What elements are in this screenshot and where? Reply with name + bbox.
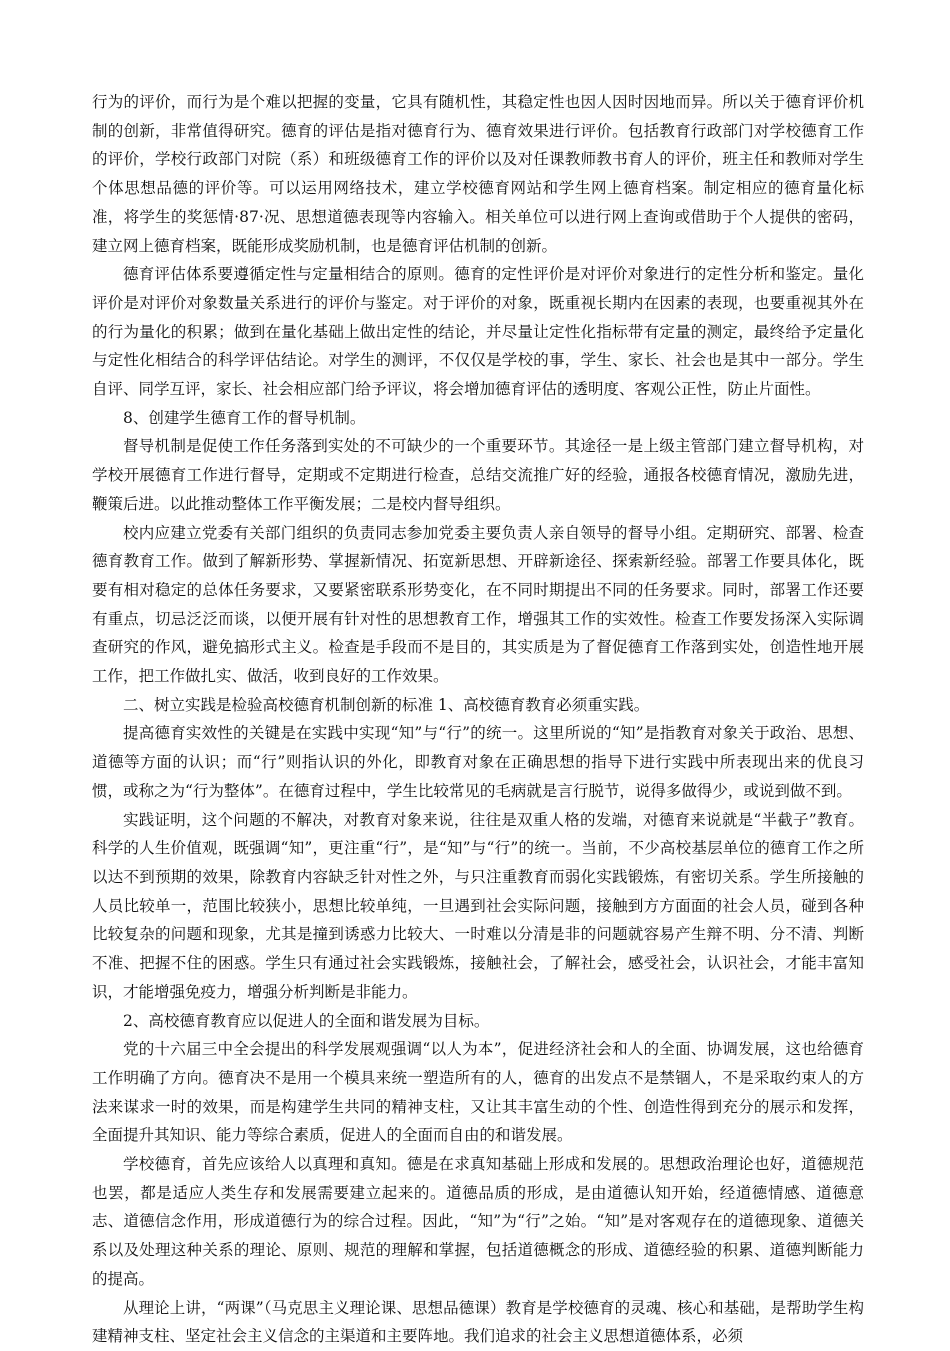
section-heading: 二、树立实践是检验高校德育机制创新的标准 1、高校德育教育必须重实践。 (123, 695, 650, 714)
body-paragraph: 从理论上讲，“两课”（马克思主义理论课、思想品德课）教育是学校德育的灵魂、核心和基础，是帮助学生构建精神支柱、坚定社会主义信念的主渠道和主要阵地。我们追求的社会主义思想道德体系，必须 (92, 1298, 864, 1346)
body-paragraph: 学校德育，首先应该给人以真理和真知。德是在求真知基础上形成和发展的。思想政治理论也好，道德规范也罢，都是适应人类生存和发展需要建立起来的。道德品质的形成，是由道德认知开始，经道德情感、道德意志、道德信念作用，形成道德行为的综合过程。因此，“知”为“行”之始。“知”是对客观存在的道德现象、道德关系以及处理这种关系的理论、原则、规范的理解和掌握，包括道德概念的形成、道德经验的积累、道德判断能力的提高。 (92, 1155, 864, 1288)
section-heading: 8、创建学生德育工作的督导机制。 (123, 408, 366, 427)
body-paragraph: 实践证明，这个问题的不解决，对教育对象来说，往往是双重人格的发端，对德育来说就是“半截子”教育。科学的人生价值观，既强调“知”，更注重“行”，是“知”与“行”的统一。当前，不少高校基层单位的德育工作之所以达不到预期的效果，除教育内容缺乏针对性之外，与只注重教育而弱化实践锻炼，有密切关系。学生所接触的人员比较单一，范围比较狭小，思想比较单纯，一旦遇到社会实际问题，接触到方方面面的社会人员，碰到各种比较复杂的问题和现象，尤其是撞到诱惑力比较大、一时难以分清是非的问题就容易产生辩不明、分不清、判断不准、把握不住的困惑。学生只有通过社会实践锻炼，接触社会，了解社会，感受社会，认识社会，才能丰富知识，才能增强免疫力，增强分析判断是非能力。 (92, 810, 864, 1001)
body-paragraph: 德育评估体系要遵循定性与定量相结合的原则。德育的定性评价是对评价对象进行的定性分析和鉴定。量化评价是对评价对象数量关系进行的评价与鉴定。对于评价的对象，既重视长期内在因素的表现，也要重视其外在的行为量化的积累；做到在量化基础上做出定性的结论，并尽量让定性化指标带有定量的测定，最终给予定量化与定性化相结合的科学评估结论。对学生的测评，不仅仅是学校的事，学生、家长、社会也是其中一部分。学生自评、同学互评，家长、社会相应部门给予评议，将会增加德育评估的透明度、客观公正性，防止片面性。 (92, 265, 864, 399)
body-paragraph: 行为的评价，而行为是个难以把握的变量，它具有随机性，其稳定性也因人因时因地而异。所以关于德育评价机制的创新，非常值得研究。德育的评估是指对德育行为、德育效果进行评价。包括教育行政部门对学校德育工作的评价，学校行政部门对院（系）和班级德育工作的评价以及对任课教师教书育人的评价，班主任和教师对学生个体思想品德的评价等。可以运用网络技术，建立学校德育网站和学生网上德育档案。制定相应的德育量化标准，将学生的奖惩情·87·况、思想道德表现等内容输入。相关单位可以进行网上查询或借助于个人提供的密码，建立网上德育档案，既能形成奖励机制，也是德育评估机制的创新。 (92, 93, 864, 255)
body-paragraph: 提高德育实效性的关键是在实践中实现“知”与“行”的统一。这里所说的“知”是指教育对象关于政治、思想、道德等方面的认识；而“行”则指认识的外化，即教育对象在正确思想的指导下进行实践中所表现出来的优良习惯，或称之为“行为整体”。在德育过程中，学生比较常见的毛病就是言行脱节，说得多做得少，或说到做不到。 (92, 724, 864, 800)
section-heading: 2、高校德育教育应以促进人的全面和谐发展为目标。 (123, 1011, 490, 1030)
body-paragraph: 党的十六届三中全会提出的科学发展观强调“以人为本”，促进经济社会和人的全面、协调发展，这也给德育工作明确了方向。德育决不是用一个模具来统一塑造所有的人，德育的出发点不是禁锢人，不是采取约束人的方法来谋求一时的效果，而是构建学生共同的精神支柱，又让其丰富生动的个性、创造性得到充分的展示和发挥，全面提升其知识、能力等综合素质，促进人的全面而自由的和谐发展。 (92, 1040, 864, 1145)
document-page (92, 88, 864, 1351)
body-paragraph: 督导机制是促使工作任务落到实处的不可缺少的一个重要环节。其途径一是上级主管部门建立督导机构，对学校开展德育工作进行督导，定期或不定期进行检查，总结交流推广好的经验，通报各校德育情况，激励先进，鞭策后进。以此推动整体工作平衡发展；二是校内督导组织。 (92, 437, 864, 513)
body-paragraph: 校内应建立党委有关部门组织的负责同志参加党委主要负责人亲自领导的督导小组。定期研究、部署、检查德育教育工作。做到了解新形势、掌握新情况、拓宽新思想、开辟新途径、探索新经验。部署工作要具体化，既要有相对稳定的总体任务要求，又要紧密联系形势变化，在不同时期提出不同的任务要求。同时，部署工作还要有重点，切忌泛泛而谈，以便开展有针对性的思想教育工作，增强其工作的实效性。检查工作要发扬深入实际调查研究的作风，避免搞形式主义。检查是手段而不是目的，其实质是为了督促德育工作落到实处，创造性地开展工作，把工作做扎实、做活，收到良好的工作效果。 (92, 523, 864, 686)
